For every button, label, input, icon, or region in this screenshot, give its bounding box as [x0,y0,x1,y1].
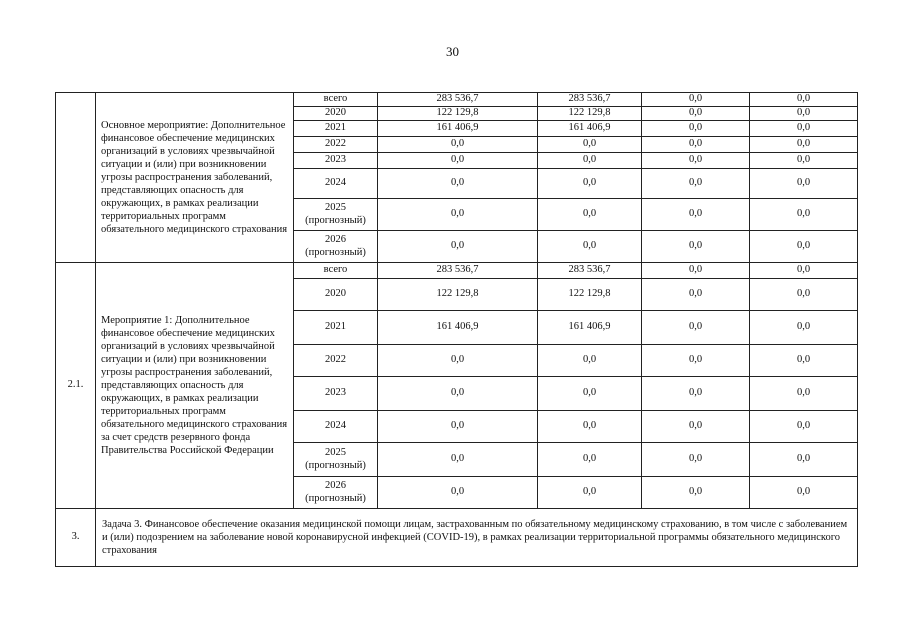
year-label: всего [323,93,348,105]
value-cell-c2: 0,0 [538,199,642,231]
value-cell-c1: 0,0 [378,199,538,231]
year-label: 2026 [325,233,346,245]
value-cell-c2: 161 406,9 [538,121,642,137]
value-cell-c2: 161 406,9 [538,311,642,345]
year-note: (прогнозный) [305,246,366,258]
value-cell-c3: 0,0 [642,121,750,137]
value-cell-c3: 0,0 [642,443,750,477]
year-cell [294,263,378,279]
value-cell-c1: 0,0 [378,153,538,169]
value-cell-c1: 161 406,9 [378,311,538,345]
page-number: 30 [446,44,459,59]
year-note: (прогнозный) [305,492,366,504]
value-cell-c4: 0,0 [750,153,858,169]
task-number: 3. [56,509,96,567]
year-cell [294,153,378,169]
year-note: (прогнозный) [305,214,366,226]
year-cell [294,231,378,263]
value-cell-c3: 0,0 [642,279,750,311]
year-cell [294,93,378,107]
value-cell-c4: 0,0 [750,169,858,199]
value-cell-c4: 0,0 [750,93,858,107]
year-cell [294,107,378,121]
value-cell-c1: 0,0 [378,411,538,443]
value-cell-c2: 0,0 [538,411,642,443]
value-cell-c1: 283 536,7 [378,263,538,279]
year-label: всего [323,264,348,276]
value-cell-c2: 122 129,8 [538,107,642,121]
year-label: 2024 [325,177,346,189]
value-cell-c3: 0,0 [642,93,750,107]
value-cell-c3: 0,0 [642,345,750,377]
value-cell-c1: 0,0 [378,443,538,477]
value-cell-c3: 0,0 [642,477,750,509]
year-cell [294,443,378,477]
year-label: 2021 [325,321,346,333]
year-cell [294,377,378,411]
year-label: 2022 [325,354,346,366]
value-cell-c3: 0,0 [642,411,750,443]
year-cell [294,477,378,509]
year-note: (прогнозный) [305,459,366,471]
value-cell-c3: 0,0 [642,311,750,345]
year-label: 2025 [325,446,346,458]
table-row [56,93,858,107]
year-label: 2020 [325,288,346,300]
value-cell-c2: 122 129,8 [538,279,642,311]
section-number [56,93,96,263]
value-cell-c1: 0,0 [378,231,538,263]
year-cell [294,311,378,345]
year-label: 2024 [325,420,346,432]
value-cell-c1: 161 406,9 [378,121,538,137]
value-cell-c1: 0,0 [378,477,538,509]
value-cell-c2: 0,0 [538,377,642,411]
year-cell [294,137,378,153]
value-cell-c4: 0,0 [750,477,858,509]
value-cell-c2: 0,0 [538,153,642,169]
value-cell-c2: 0,0 [538,443,642,477]
value-cell-c4: 0,0 [750,345,858,377]
value-cell-c4: 0,0 [750,411,858,443]
year-cell [294,199,378,231]
value-cell-c3: 0,0 [642,153,750,169]
year-label: 2021 [325,122,346,134]
value-cell-c4: 0,0 [750,137,858,153]
value-cell-c3: 0,0 [642,231,750,263]
year-cell [294,121,378,137]
value-cell-c4: 0,0 [750,263,858,279]
task-row [56,509,858,567]
year-cell [294,411,378,443]
year-cell [294,279,378,311]
value-cell-c3: 0,0 [642,263,750,279]
value-cell-c3: 0,0 [642,169,750,199]
value-cell-c4: 0,0 [750,107,858,121]
year-label: 2023 [325,154,346,166]
section-description: Мероприятие 1: Дополнительное финансовое обеспечение медицинских организаций в условиях чрезвычайной ситуации и (или) при возникновении угрозы распространения заболеваний, представляющих опасность для окружающих, в рамках реализации территориальных программ обязательного медицинского страхования за счет средств резервного фонда Правительства Российской Федерации [96,263,294,509]
value-cell-c3: 0,0 [642,377,750,411]
value-cell-c2: 0,0 [538,137,642,153]
value-cell-c2: 283 536,7 [538,263,642,279]
value-cell-c3: 0,0 [642,199,750,231]
value-cell-c1: 0,0 [378,137,538,153]
section-description: Основное мероприятие: Дополнительное финансовое обеспечение медицинских организаций в условиях чрезвычайной ситуации и (или) при возникновении угрозы распространения заболеваний, представляющих опасность для окружающих, в рамках реализации территориальных программ обязательного медицинского страхования [96,93,294,263]
year-cell [294,345,378,377]
value-cell-c1: 0,0 [378,377,538,411]
year-cell [294,169,378,199]
value-cell-c4: 0,0 [750,443,858,477]
value-cell-c4: 0,0 [750,199,858,231]
value-cell-c1: 283 536,7 [378,93,538,107]
task-text: Задача 3. Финансовое обеспечение оказания медицинской помощи лицам, застрахованным по обязательному медицинскому страхованию, в том числе с заболеванием и (или) подозрением на заболевание новой коронавирусной инфекцией (COVID-19), в рамках реализации территориальной программы обязательного медицинского страхования [96,509,858,567]
section-number: 2.1. [56,263,96,509]
value-cell-c3: 0,0 [642,107,750,121]
value-cell-c3: 0,0 [642,137,750,153]
value-cell-c4: 0,0 [750,311,858,345]
table-row [56,263,858,279]
value-cell-c4: 0,0 [750,279,858,311]
value-cell-c1: 122 129,8 [378,279,538,311]
year-label: 2022 [325,138,346,150]
value-cell-c1: 0,0 [378,169,538,199]
budget-table [55,92,858,567]
value-cell-c1: 0,0 [378,345,538,377]
value-cell-c2: 283 536,7 [538,93,642,107]
value-cell-c4: 0,0 [750,377,858,411]
year-label: 2020 [325,107,346,119]
year-label: 2026 [325,479,346,491]
year-label: 2025 [325,201,346,213]
year-label: 2023 [325,387,346,399]
value-cell-c1: 122 129,8 [378,107,538,121]
value-cell-c2: 0,0 [538,345,642,377]
value-cell-c2: 0,0 [538,169,642,199]
value-cell-c4: 0,0 [750,231,858,263]
value-cell-c2: 0,0 [538,477,642,509]
value-cell-c2: 0,0 [538,231,642,263]
value-cell-c4: 0,0 [750,121,858,137]
